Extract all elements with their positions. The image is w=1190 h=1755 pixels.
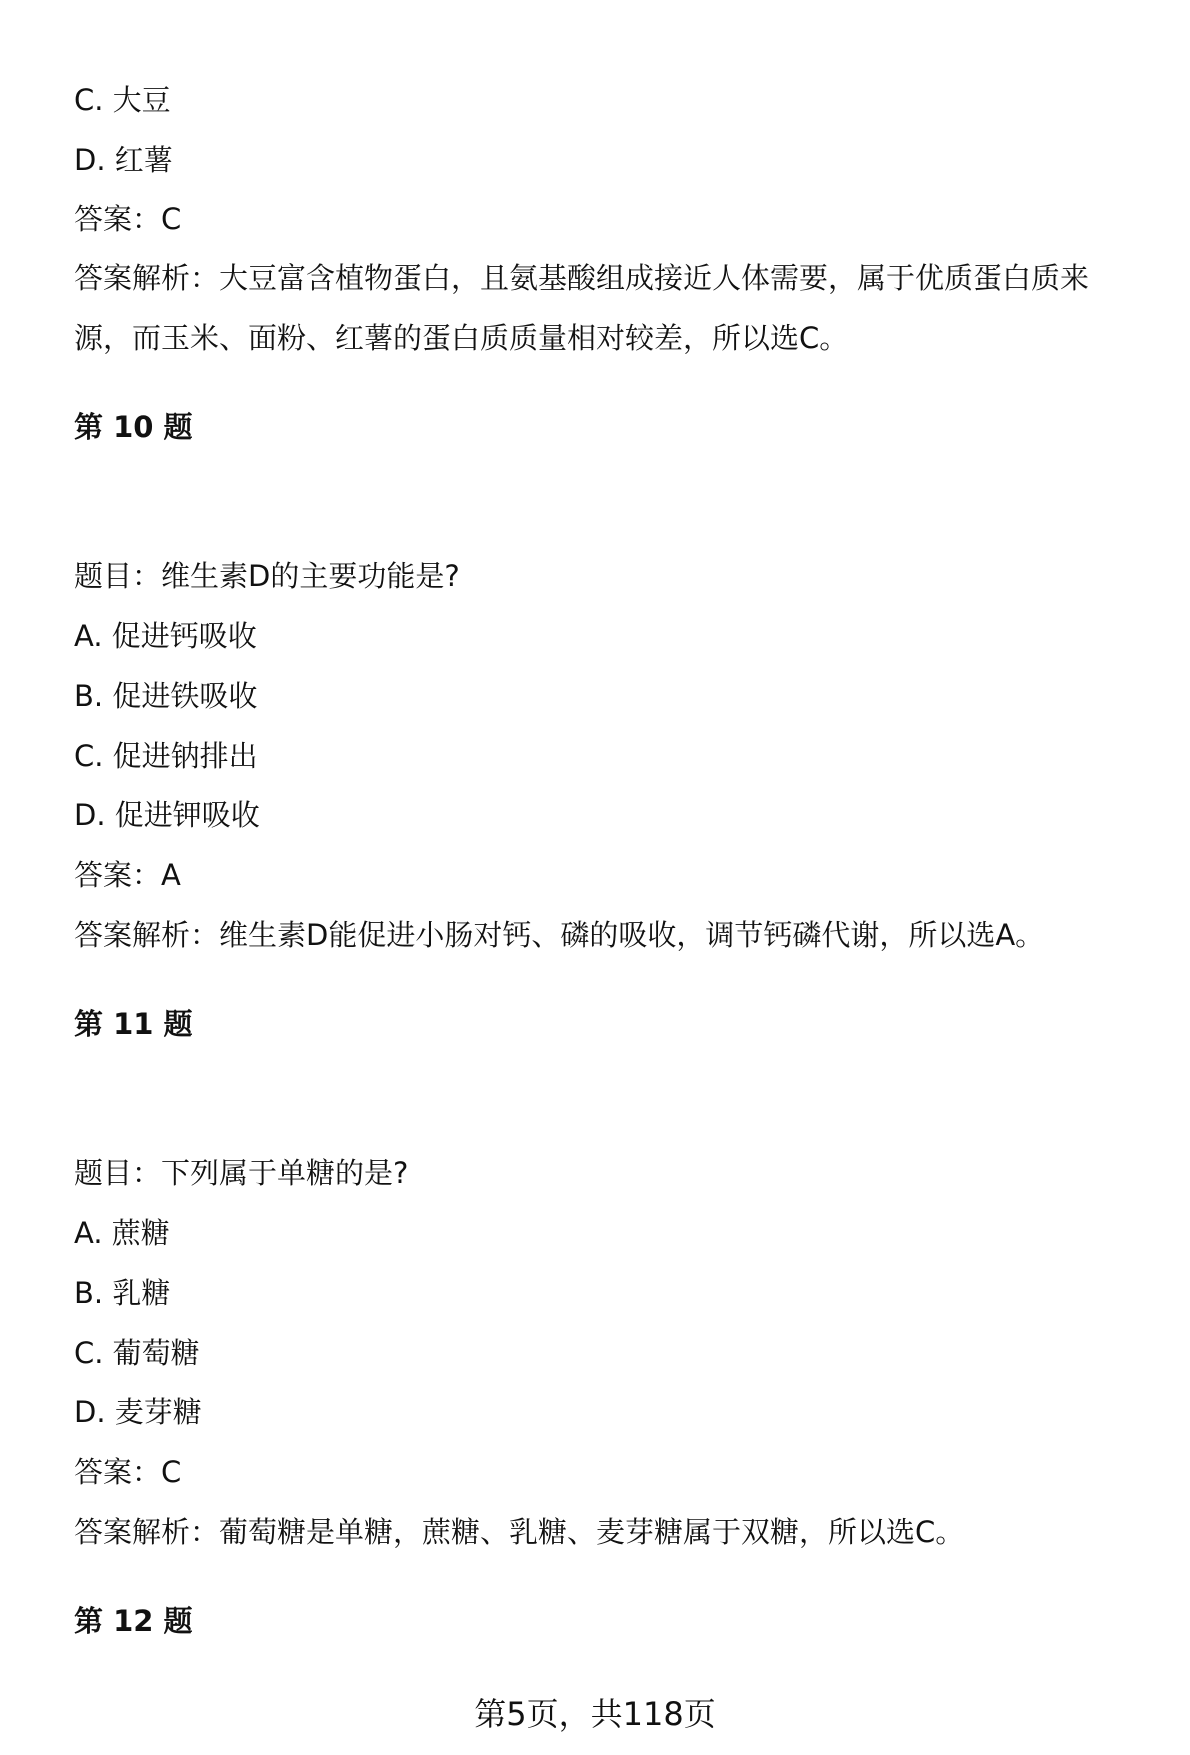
q11-option-c: C. 葡萄糖	[74, 1336, 200, 1370]
q10-option-c: C. 促进钠排出	[74, 739, 258, 773]
q10-option-a: A. 促进钙吸收	[74, 619, 257, 653]
q11-option-d: D. 麦芽糖	[74, 1395, 202, 1429]
page-number-footer: 第5页，共118页	[474, 1695, 716, 1733]
q10-option-b: B. 促进铁吸收	[74, 679, 258, 713]
q11-explanation: 答案解析：葡萄糖是单糖，蔗糖、乳糖、麦芽糖属于双糖，所以选C。	[74, 1515, 965, 1549]
q11-option-a: A. 蔗糖	[74, 1216, 170, 1250]
q10-question: 题目：维生素D的主要功能是?	[74, 559, 460, 593]
q10-option-d: D. 促进钾吸收	[74, 798, 260, 832]
q9-option-d: D. 红薯	[74, 143, 173, 177]
q11-question: 题目：下列属于单糖的是?	[74, 1156, 409, 1190]
q11-heading: 第 11 题	[74, 1007, 193, 1041]
q10-answer: 答案：A	[74, 858, 181, 892]
q9-explanation: 答案解析：大豆富含植物蛋白，且氨基酸组成接近人体需要，属于优质蛋白质来源，而玉米、面粉、红薯的蛋白质质量相对较差，所以选C。	[74, 261, 1090, 355]
q10-explanation: 答案解析：维生素D能促进小肠对钙、磷的吸收，调节钙磷代谢，所以选A。	[74, 918, 1045, 952]
q12-heading: 第 12 题	[74, 1604, 193, 1638]
q10-heading: 第 10 题	[74, 410, 193, 444]
q9-answer: 答案：C	[74, 202, 182, 236]
q9-option-c: C. 大豆	[74, 83, 171, 117]
q11-option-b: B. 乳糖	[74, 1276, 171, 1310]
q11-answer: 答案：C	[74, 1455, 182, 1489]
